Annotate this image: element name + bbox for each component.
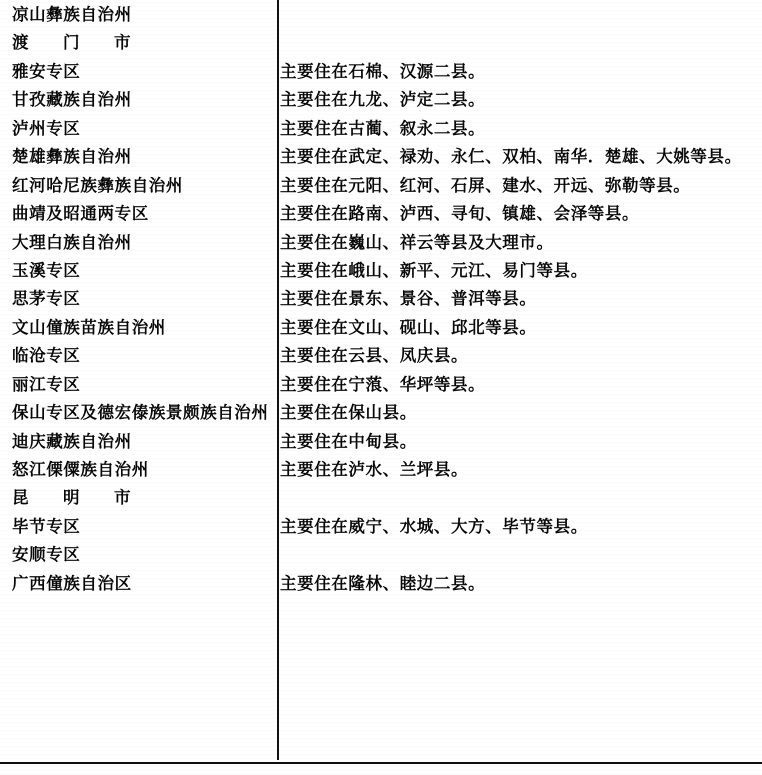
note-text: 主要住在九龙、泸定二县。	[280, 90, 486, 110]
spacer-cell	[12, 168, 280, 175]
spacer-cell	[280, 367, 754, 374]
table-row	[12, 203, 754, 224]
spacer-cell	[280, 424, 754, 431]
region-name: 丽江专区	[12, 374, 81, 394]
note-text: 主要住在宁蒗、华坪等县。	[280, 374, 486, 394]
spacer-cell	[280, 139, 754, 146]
table-row	[12, 317, 754, 338]
spacer-cell	[12, 509, 280, 516]
table-row	[12, 345, 754, 366]
note-text: 主要住在巍山、祥云等县及大理市。	[280, 232, 554, 252]
note-cell	[280, 61, 754, 82]
table-row	[12, 487, 754, 508]
note-cell	[280, 374, 754, 395]
note-cell	[280, 345, 754, 366]
note-cell	[280, 232, 754, 253]
region-name: 曲靖及昭通两专区	[12, 204, 149, 224]
spacer-cell	[280, 452, 754, 459]
spacer-cell	[12, 111, 280, 118]
row-spacer	[12, 253, 754, 260]
note-cell	[280, 459, 754, 480]
table-row	[12, 89, 754, 110]
note-text: 主要住在武定、禄劝、永仁、双柏、南华．楚雄、大姚等县。	[280, 147, 742, 167]
region-name: 渡 门 市	[12, 33, 140, 53]
note-text: 主要住在云县、凤庆县。	[280, 346, 469, 366]
note-cell	[280, 573, 754, 594]
region-name: 昆 明 市	[12, 488, 140, 508]
region-cell	[12, 544, 280, 565]
spacer-cell	[280, 225, 754, 232]
spacer-cell	[12, 225, 280, 232]
spacer-cell	[280, 537, 754, 544]
spacer-cell	[280, 253, 754, 260]
table-row	[12, 61, 754, 82]
note-cell	[280, 431, 754, 452]
spacer-cell	[280, 54, 754, 61]
spacer-cell	[12, 424, 280, 431]
table-row	[12, 32, 754, 53]
spacer-cell	[280, 338, 754, 345]
spacer-cell	[12, 367, 280, 374]
spacer-cell	[280, 25, 754, 32]
spacer-cell	[12, 310, 280, 317]
note-text: 主要住在保山县。	[280, 403, 417, 423]
row-spacer	[12, 139, 754, 146]
region-cell	[12, 288, 280, 309]
note-text: 主要住在元阳、红河、石屏、建水、开远、弥勒等县。	[280, 175, 691, 195]
note-cell	[280, 89, 754, 110]
spacer-cell	[12, 395, 280, 402]
note-text: 主要住在古蔺、叙永二县。	[280, 118, 486, 138]
table-row	[12, 402, 754, 423]
note-cell	[280, 288, 754, 309]
region-cell	[12, 431, 280, 452]
region-cell	[12, 459, 280, 480]
spacer-cell	[280, 82, 754, 89]
table-row	[12, 118, 754, 139]
region-cell	[12, 487, 280, 508]
region-cell	[12, 203, 280, 224]
spacer-cell	[280, 111, 754, 118]
note-text: 主要住在景东、景谷、普洱等县。	[280, 289, 537, 309]
table-row	[12, 260, 754, 281]
row-spacer	[12, 111, 754, 118]
region-name: 泸州专区	[12, 118, 81, 138]
region-name: 文山僮族苗族自治州	[12, 317, 166, 337]
table-row	[12, 4, 754, 25]
spacer-cell	[280, 168, 754, 175]
note-text: 主要住在峨山、新平、元江、易门等县。	[280, 260, 588, 280]
note-text: 主要住在泸水、兰坪县。	[280, 460, 469, 479]
spacer-cell	[12, 25, 280, 32]
spacer-cell	[280, 480, 754, 487]
region-name: 凉山彝族自治州	[12, 5, 132, 24]
spacer-cell	[12, 452, 280, 459]
note-text: 主要住在石棉、汉源二县。	[280, 61, 486, 81]
row-spacer	[12, 310, 754, 317]
spacer-cell	[280, 395, 754, 402]
spacer-cell	[280, 196, 754, 203]
note-text: 主要住在文山、砚山、邱北等县。	[280, 317, 537, 337]
row-spacer	[12, 566, 754, 573]
row-spacer	[12, 367, 754, 374]
region-name: 保山专区及德宏傣族景颇族自治州	[12, 403, 269, 423]
spacer-cell	[12, 139, 280, 146]
row-spacer	[12, 25, 754, 32]
region-name: 楚雄彝族自治州	[12, 147, 132, 167]
row-spacer	[12, 480, 754, 487]
note-cell	[280, 118, 754, 139]
region-cell	[12, 89, 280, 110]
note-cell	[280, 175, 754, 196]
table-row	[12, 288, 754, 309]
note-text: 主要住在威宁、水城、大方、毕节等县。	[280, 516, 588, 536]
spacer-cell	[12, 82, 280, 89]
note-cell	[280, 544, 754, 565]
region-name: 毕节专区	[12, 516, 81, 536]
row-spacer	[12, 452, 754, 459]
region-cell	[12, 402, 280, 423]
region-cell	[12, 4, 280, 25]
spacer-cell	[12, 281, 280, 288]
region-cell	[12, 260, 280, 281]
note-text: 主要住在路南、泸西、寻旬、镇雄、会泽等县。	[280, 204, 640, 224]
region-name: 怒江傈僳族自治州	[12, 460, 149, 479]
note-cell	[280, 260, 754, 281]
table-row	[12, 573, 754, 594]
table-row	[12, 232, 754, 253]
row-spacer	[12, 509, 754, 516]
row-spacer	[12, 281, 754, 288]
note-text: 主要住在中甸县。	[280, 431, 417, 451]
spacer-cell	[12, 253, 280, 260]
region-cell	[12, 317, 280, 338]
spacer-cell	[12, 537, 280, 544]
table-row	[12, 544, 754, 565]
distribution-table	[12, 4, 754, 594]
region-cell	[12, 345, 280, 366]
region-name: 广西僮族自治区	[12, 573, 132, 593]
bottom-border	[0, 762, 762, 764]
note-cell	[280, 4, 754, 25]
note-text: 主要住在隆林、睦边二县。	[280, 573, 486, 593]
spacer-cell	[12, 196, 280, 203]
table-row	[12, 374, 754, 395]
note-cell	[280, 317, 754, 338]
spacer-cell	[280, 566, 754, 573]
region-name: 迪庆藏族自治州	[12, 431, 132, 451]
region-name: 红河哈尼族彝族自治州	[12, 175, 183, 195]
region-name: 大理白族自治州	[12, 232, 132, 252]
region-cell	[12, 573, 280, 594]
row-spacer	[12, 168, 754, 175]
region-cell	[12, 232, 280, 253]
region-name: 安顺专区	[12, 545, 81, 565]
row-spacer	[12, 338, 754, 345]
table-row	[12, 459, 754, 480]
row-spacer	[12, 424, 754, 431]
region-name: 甘孜藏族自治州	[12, 90, 132, 110]
note-cell	[280, 487, 754, 508]
region-name: 玉溪专区	[12, 260, 81, 280]
spacer-cell	[12, 338, 280, 345]
row-spacer	[12, 395, 754, 402]
note-cell	[280, 203, 754, 224]
spacer-cell	[280, 509, 754, 516]
region-name: 临沧专区	[12, 346, 81, 366]
column-divider	[277, 0, 279, 760]
note-cell	[280, 32, 754, 53]
note-cell	[280, 402, 754, 423]
region-cell	[12, 374, 280, 395]
row-spacer	[12, 537, 754, 544]
row-spacer	[12, 82, 754, 89]
row-spacer	[12, 196, 754, 203]
note-cell	[280, 516, 754, 537]
region-name: 思茅专区	[12, 289, 81, 309]
row-spacer	[12, 225, 754, 232]
spacer-cell	[280, 281, 754, 288]
table-row	[12, 146, 754, 167]
region-cell	[12, 175, 280, 196]
table-row	[12, 175, 754, 196]
note-cell	[280, 146, 754, 167]
spacer-cell	[12, 54, 280, 61]
spacer-cell	[12, 566, 280, 573]
table-row	[12, 516, 754, 537]
region-cell	[12, 118, 280, 139]
table-row	[12, 431, 754, 452]
region-cell	[12, 32, 280, 53]
spacer-cell	[12, 480, 280, 487]
region-cell	[12, 516, 280, 537]
region-cell	[12, 146, 280, 167]
region-cell	[12, 61, 280, 82]
spacer-cell	[280, 310, 754, 317]
row-spacer	[12, 54, 754, 61]
table-body	[12, 4, 754, 594]
region-name: 雅安专区	[12, 61, 81, 81]
